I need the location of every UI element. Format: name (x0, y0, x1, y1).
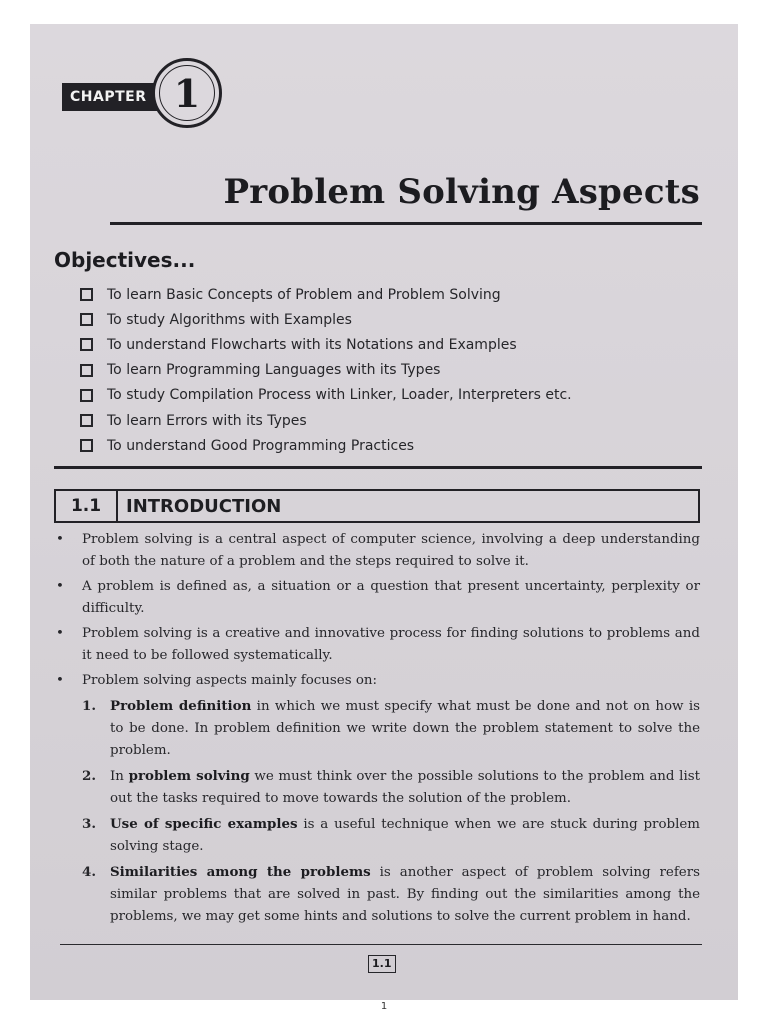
chapter-label: CHAPTER (62, 83, 174, 111)
objective-item (80, 383, 572, 408)
aspect-number: 4. (82, 864, 96, 880)
objectives-heading: Objectives... (54, 248, 196, 272)
objective-text: To understand Good Programming Practices (107, 437, 415, 454)
bullet-text: Problem solving aspects mainly focuses on: (82, 673, 378, 688)
chapter-number-badge (152, 58, 222, 128)
bullet-text: Problem solving is a creative and innovative process for finding solutions to problems and it need to be followed systematically. (82, 626, 700, 663)
aspect-item (52, 861, 700, 928)
checkbox-bullet-icon (80, 439, 93, 452)
checkbox-bullet-icon (80, 389, 93, 402)
aspect-term: Problem definition (110, 698, 252, 714)
objective-item (80, 433, 572, 458)
page-number: 1.1 (368, 955, 396, 973)
bullet-item (52, 529, 700, 573)
title-divider (110, 222, 702, 225)
objective-item (80, 332, 572, 357)
objectives-list (80, 282, 572, 458)
objective-text: To study Algorithms with Examples (107, 311, 352, 328)
bullet-dot-icon: • (56, 626, 64, 641)
chapter-number: 1 (159, 65, 215, 121)
checkbox-bullet-icon (80, 338, 93, 351)
chapter-title: Problem Solving Aspects (223, 172, 700, 212)
aspect-term: Use of specific examples (110, 816, 298, 832)
checkbox-bullet-icon (80, 288, 93, 301)
objective-text: To learn Basic Concepts of Problem and Problem Solving (107, 286, 501, 303)
aspect-text: in which we must specify what must be done and not on how is to be done. In problem definition we write down the problem statement to solve the problem. (110, 699, 700, 758)
aspect-prefix: In (110, 769, 129, 784)
section-header (54, 489, 700, 523)
checkbox-bullet-icon (80, 414, 93, 427)
section-number: 1.1 (56, 491, 118, 521)
objective-item (80, 408, 572, 433)
bullet-item (52, 670, 700, 692)
section-divider (54, 466, 702, 469)
objective-text: To study Compilation Process with Linker, Loader, Interpreters etc. (107, 387, 572, 404)
objective-item (80, 282, 572, 307)
section-heading: INTRODUCTION (126, 495, 282, 517)
aspect-term: problem solving (128, 768, 250, 784)
bullet-dot-icon: • (56, 579, 64, 594)
objective-item (80, 307, 572, 332)
objective-text: To learn Errors with its Types (107, 412, 307, 429)
aspect-text: we must think over the possible solutions to the problem and list out the tasks required to move towards the solution of the problem. (110, 769, 700, 806)
section-body (52, 529, 700, 931)
book-page (30, 24, 738, 1000)
bullet-dot-icon: • (56, 532, 64, 547)
bullet-text: A problem is defined as, a situation or a question that present uncertainty, perplexity or difficulty. (82, 579, 700, 616)
aspect-item (52, 695, 700, 762)
aspect-number: 3. (82, 816, 96, 832)
aspect-item (52, 813, 700, 858)
aspect-number: 2. (82, 768, 96, 784)
aspect-text: is a useful technique when we are stuck during problem solving stage. (110, 817, 700, 854)
objective-item (80, 358, 572, 383)
bullet-item (52, 623, 700, 667)
sheet-number: 1 (380, 1001, 388, 1012)
aspect-term: Similarities among the problems (110, 864, 371, 880)
bullet-item (52, 576, 700, 620)
aspect-item (52, 765, 700, 810)
footer-divider (60, 944, 702, 945)
aspect-number: 1. (82, 698, 96, 714)
bullet-text: Problem solving is a central aspect of computer science, involving a deep understanding of both the nature of a problem and the steps required to solve it. (82, 532, 700, 569)
checkbox-bullet-icon (80, 313, 93, 326)
checkbox-bullet-icon (80, 364, 93, 377)
aspect-text: is another aspect of problem solving refers similar problems that are solved in past. By finding out the similarities among the problems, we may get some hints and solutions to solve the current problem in hand. (110, 865, 701, 924)
objective-text: To understand Flowcharts with its Notations and Examples (107, 336, 517, 353)
bullet-dot-icon: • (56, 673, 64, 688)
objective-text: To learn Programming Languages with its Types (107, 362, 441, 379)
